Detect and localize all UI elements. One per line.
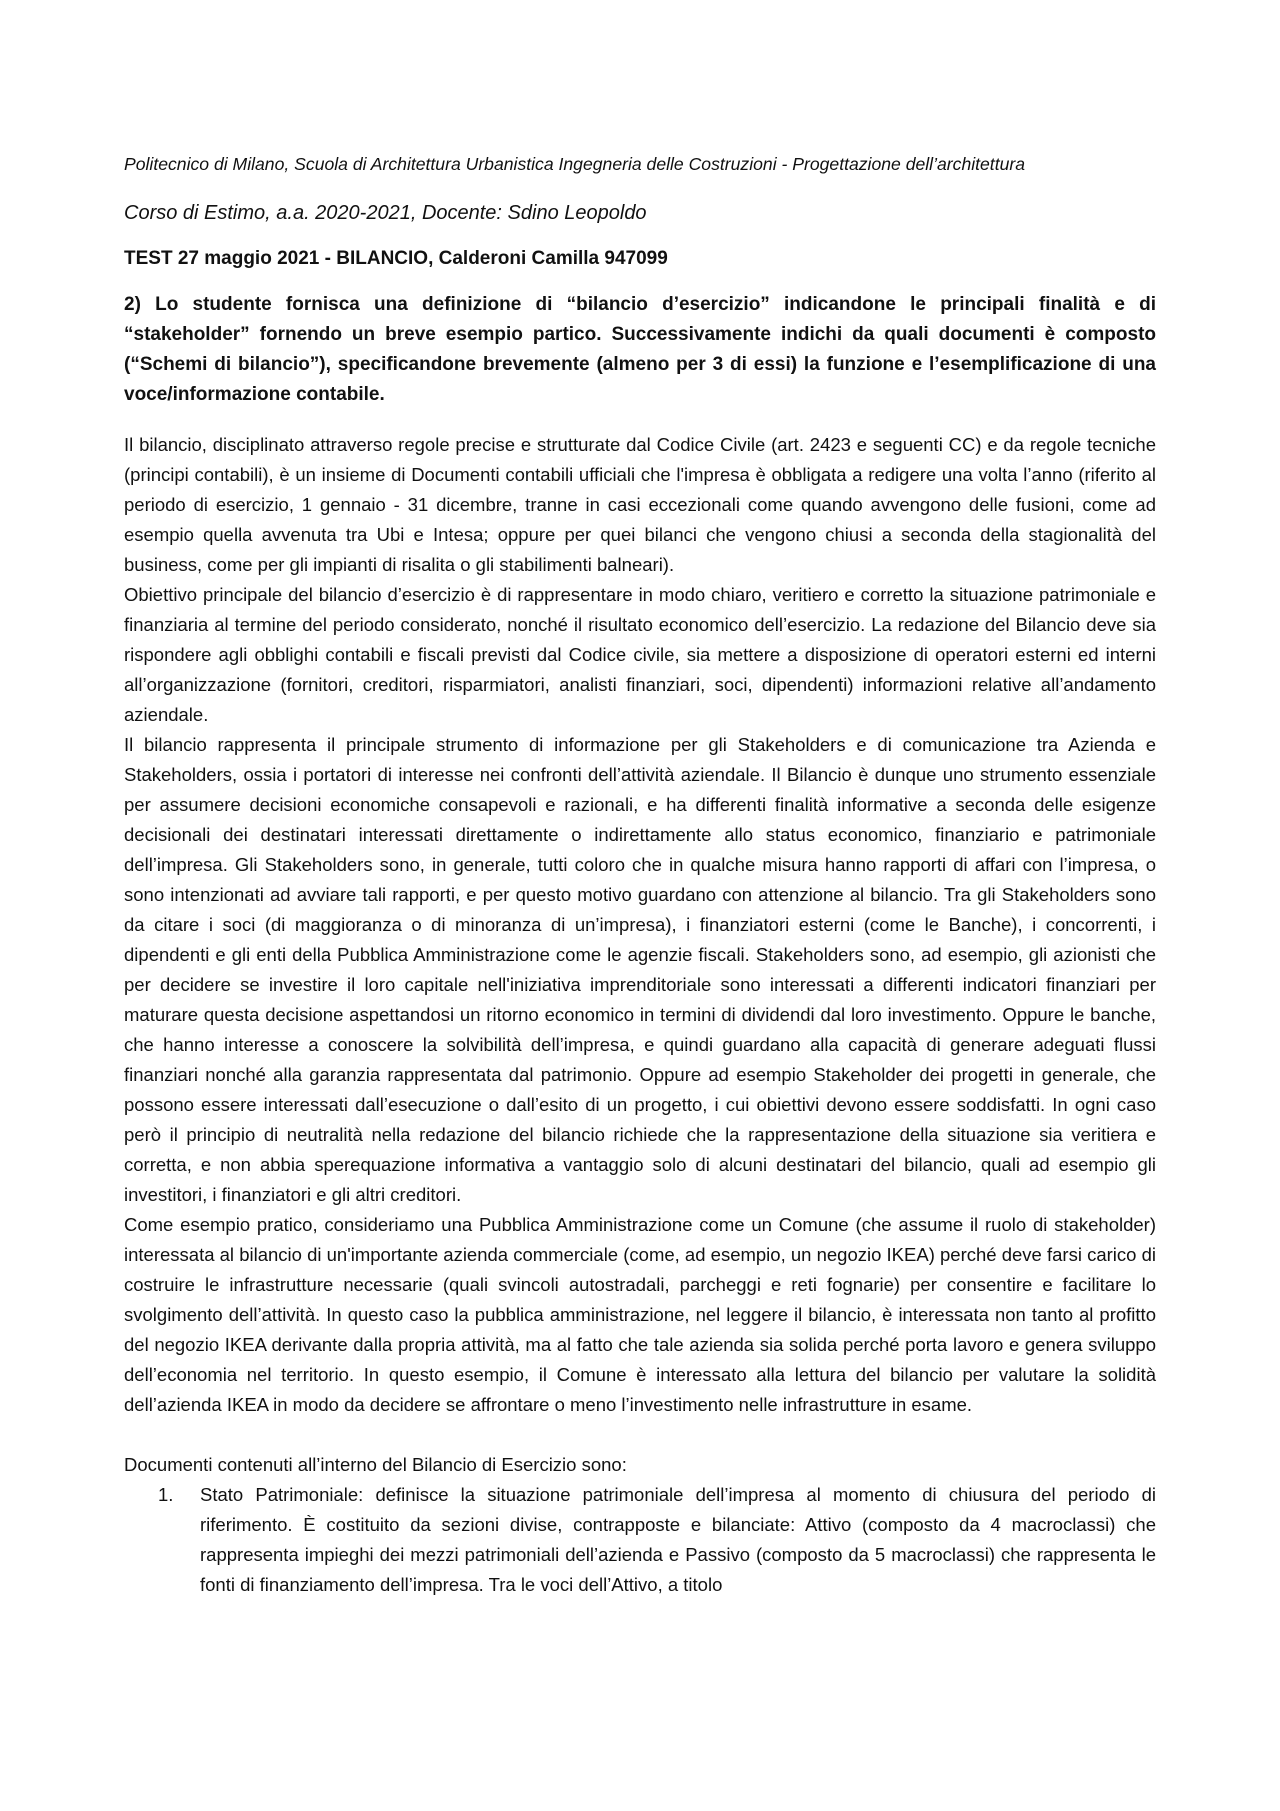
question-text: 2) Lo studente fornisca una definizione di “bilancio d’esercizio” indicandone le principali finalità e di “stakeholder” fornendo un breve esempio partico. Successivamente indichi da quali documenti è composto (“Schemi di bilancio”), specificandone brevemente (almeno per 3 di essi) la funzione e l’esemplificazione di una voce/informazione contabile. (124, 294, 1156, 405)
institution-header: Politecnico di Milano, Scuola di Architettura Urbanistica Ingegneria delle Costruzioni - Progettazione dell’architettura (124, 154, 1026, 174)
list-item-number: 1. (158, 1484, 174, 1505)
list-item (124, 1480, 1156, 1600)
list-item-text: Stato Patrimoniale: definisce la situazione patrimoniale dell’impresa al momento di chiusura del periodo di riferimento. È costituito da sezioni divise, contrapposte e bilanciate: Attivo (composto da 4 macroclassi) che rappresenta impieghi dei mezzi patrimoniali dell’azienda e Passivo (composto da 5 macroclassi) che rappresenta le fonti di finanziamento dell’impresa. Tra le voci dell’Attivo, a titolo (200, 1484, 1156, 1595)
paragraph-definition: Il bilancio, disciplinato attraverso regole precise e strutturate dal Codice Civile (art. 2423 e seguenti CC) e da regole tecniche (principi contabili), è un insieme di Documenti contabili ufficiali che l'impresa è obbligata a redigere una volta l’anno (riferito al periodo di esercizio, 1 gennaio - 31 dicembre, tranne in casi eccezionali come quando avvengono delle fusioni, come ad esempio quella avvenuta tra Ubi e Intesa; oppure per quei bilanci che vengono chiusi a seconda della stagionalità del business, come per gli impianti di risalita o gli stabilimenti balneari). (124, 434, 1156, 575)
documents-list (124, 1480, 1156, 1600)
test-title: TEST 27 maggio 2021 - BILANCIO, Calderoni Camilla 947099 (124, 248, 668, 269)
paragraph-example: Come esempio pratico, consideriamo una Pubblica Amministrazione come un Comune (che assume il ruolo di stakeholder) interessata al bilancio di un'importante azienda commerciale (come, ad esempio, un negozio IKEA) perché deve farsi carico di costruire le infrastrutture necessarie (quali svincoli autostradali, parcheggi e reti fognarie) per consentire e facilitare lo svolgimento dell’attività. In questo caso la pubblica amministrazione, nel leggere il bilancio, è interessata non tanto al profitto del negozio IKEA derivante dalla propria attività, ma al fatto che tale azienda sia solida perché porta lavoro e genera sviluppo dell’economia nel territorio. In questo esempio, il Comune è interessato alla lettura del bilancio per valutare la solidità dell’azienda IKEA in modo da decidere se affrontare o meno l’investimento nelle infrastrutture in esame. (124, 1214, 1156, 1415)
paragraph-stakeholders: Il bilancio rappresenta il principale strumento di informazione per gli Stakeholders e di comunicazione tra Azienda e Stakeholders, ossia i portatori di interesse nei confronti dell’attività aziendale. Il Bilancio è dunque uno strumento essenziale per assumere decisioni economiche consapevoli e razionali, e ha differenti finalità informative a seconda delle esigenze decisionali dei destinatari interessati direttamente o indirettamente allo status economico, finanziario e patrimoniale dell’impresa. Gli Stakeholders sono, in generale, tutti coloro che in qualche misura hanno rapporti di affari con l’impresa, o sono intenzionati ad avviare tali rapporti, e per questo motivo guardano con attenzione al bilancio. Tra gli Stakeholders sono da citare i soci (di maggioranza o di minoranza di un’impresa), i finanziatori esterni (come le Banche), i concorrenti, i dipendenti e gli enti della Pubblica Amministrazione come le agenzie fiscali. Stakeholders sono, ad esempio, gli azionisti che per decidere se investire il loro capitale nell'iniziativa imprenditoriale sono interessati a differenti indicatori finanziari per maturare questa decisione aspettandosi un ritorno economico in termini di dividendi dal loro investimento. Oppure le banche, che hanno interesse a conoscere la solvibilità dell’impresa, e quindi guardano alla capacità di generare adeguati flussi finanziari nonché alla garanzia rappresentata dal patrimonio. Oppure ad esempio Stakeholder dei progetti in generale, che possono essere interessati dall’esecuzione o dall’esito di un progetto, i cui obiettivi devono essere soddisfatti. In ogni caso però il principio di neutralità nella redazione del bilancio richiede che la rappresentazione della situazione sia veritiera e corretta, e non abbia sperequazione informativa a vantaggio solo di alcuni destinatari del bilancio, quali ad esempio gli investitori, i finanziatori e gli altri creditori. (124, 734, 1156, 1205)
paragraph-objective: Obiettivo principale del bilancio d’esercizio è di rappresentare in modo chiaro, veritiero e corretto la situazione patrimoniale e finanziaria al termine del periodo considerato, nonché il risultato economico dell’esercizio. La redazione del Bilancio deve sia rispondere agli obblighi contabili e fiscali previsti dal Codice civile, sia mettere a disposizione di operatori esterni ed interni all’organizzazione (fornitori, creditori, risparmiatori, analisti finanziari, soci, dipendenti) informazioni relative all’andamento aziendale. (124, 584, 1156, 725)
course-header: Corso di Estimo, a.a. 2020-2021, Docente: Sdino Leopoldo (124, 202, 647, 224)
documents-intro: Documenti contenuti all’interno del Bilancio di Esercizio sono: (124, 1454, 627, 1475)
document-page (124, 150, 1156, 1600)
